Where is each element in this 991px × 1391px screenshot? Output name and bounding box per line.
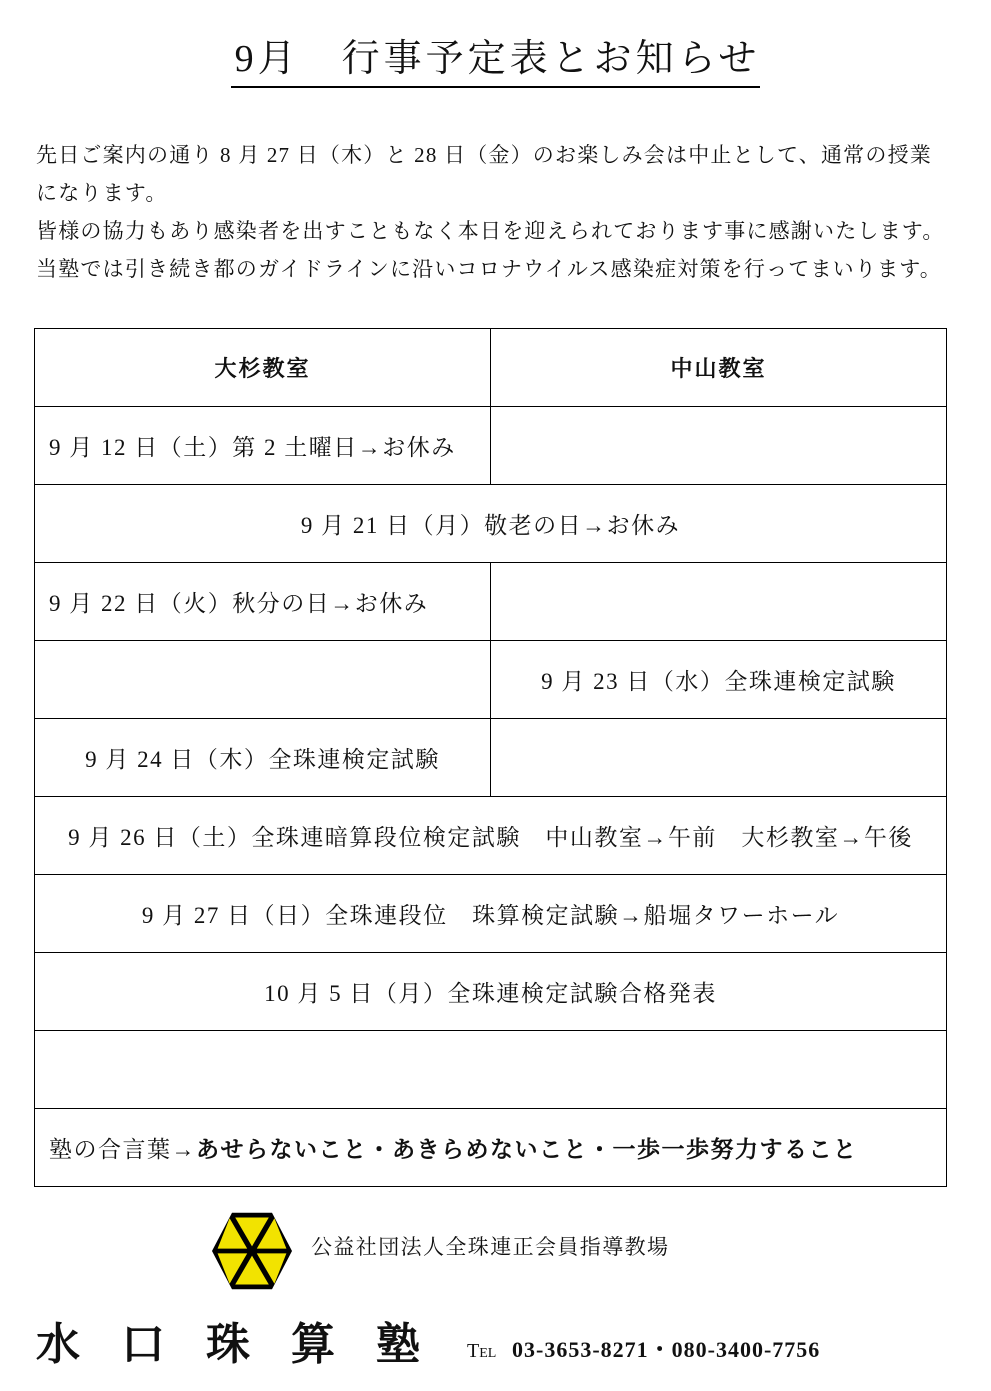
schedule-cell-empty bbox=[35, 1031, 947, 1109]
tel-label: Tel bbox=[467, 1340, 497, 1362]
schedule-cell-both: 9 月 21 日（月）敬老の日→お休み bbox=[35, 485, 947, 563]
schedule-cell-empty bbox=[491, 407, 947, 485]
page-title: 9月 行事予定表とお知らせ bbox=[231, 36, 761, 88]
schedule-row bbox=[35, 563, 947, 641]
affiliation-text: 公益社団法人全珠連正会員指導教場 bbox=[311, 1235, 670, 1259]
notice-line: 当塾では引き続き都のガイドラインに沿いコロナウイルス感染症対策を行ってまいります。 bbox=[36, 257, 942, 281]
classroom-header-osugi: 大杉教室 bbox=[35, 329, 491, 407]
schedule-row bbox=[35, 485, 947, 563]
schedule-row-empty bbox=[35, 1031, 947, 1109]
schedule-row bbox=[35, 719, 947, 797]
schedule-table-wrapper bbox=[34, 328, 947, 1187]
classroom-header-nakayama: 中山教室 bbox=[491, 329, 947, 407]
motto-cell bbox=[35, 1109, 947, 1187]
schedule-cell-both: 9 月 26 日（土）全珠連暗算段位検定試験 中山教室→午前 大杉教室→午後 bbox=[35, 797, 947, 875]
schedule-row bbox=[35, 641, 947, 719]
schedule-row bbox=[35, 797, 947, 875]
motto-row bbox=[35, 1109, 947, 1187]
notice-line: 皆様の協力もあり感染者を出すこともなく本日を迎えられております事に感謝いたします。 bbox=[36, 219, 945, 243]
tel-numbers: 03-3653-8271・080-3400-7756 bbox=[512, 1337, 821, 1362]
schedule-cell-osugi: 9 月 12 日（土）第 2 土曜日→お休み bbox=[35, 407, 491, 485]
notice-line: になります。 bbox=[36, 181, 168, 205]
schedule-cell-both: 9 月 27 日（日）全珠連段位 珠算検定試験→船堀タワーホール bbox=[35, 875, 947, 953]
motto-label: 塾の合言葉→ bbox=[49, 1137, 196, 1162]
school-name: 水口珠算塾 bbox=[36, 1320, 461, 1369]
schedule-table bbox=[34, 328, 947, 1187]
schedule-row bbox=[35, 407, 947, 485]
schedule-row bbox=[35, 875, 947, 953]
schedule-cell-empty bbox=[491, 563, 947, 641]
notice-paragraph bbox=[36, 136, 976, 288]
header-row bbox=[35, 329, 947, 407]
schedule-cell-osugi: 9 月 22 日（火）秋分の日→お休み bbox=[35, 563, 491, 641]
notice-line: 先日ご案内の通り 8 月 27 日（木）と 28 日（金）のお楽しみ会は中止として、通常の授業 bbox=[36, 143, 932, 167]
schedule-cell-nakayama: 9 月 23 日（水）全珠連検定試験 bbox=[491, 641, 947, 719]
schedule-cell-osugi: 9 月 24 日（木）全珠連検定試験 bbox=[35, 719, 491, 797]
hexagon-association-logo-icon bbox=[212, 1212, 292, 1290]
schedule-cell-empty bbox=[491, 719, 947, 797]
motto-text: あせらないこと・あきらめないこと・一歩一歩努力すること bbox=[196, 1137, 858, 1162]
title-area bbox=[0, 36, 991, 88]
schedule-row bbox=[35, 953, 947, 1031]
schedule-cell-both: 10 月 5 日（月）全珠連検定試験合格発表 bbox=[35, 953, 947, 1031]
schedule-cell-empty bbox=[35, 641, 491, 719]
